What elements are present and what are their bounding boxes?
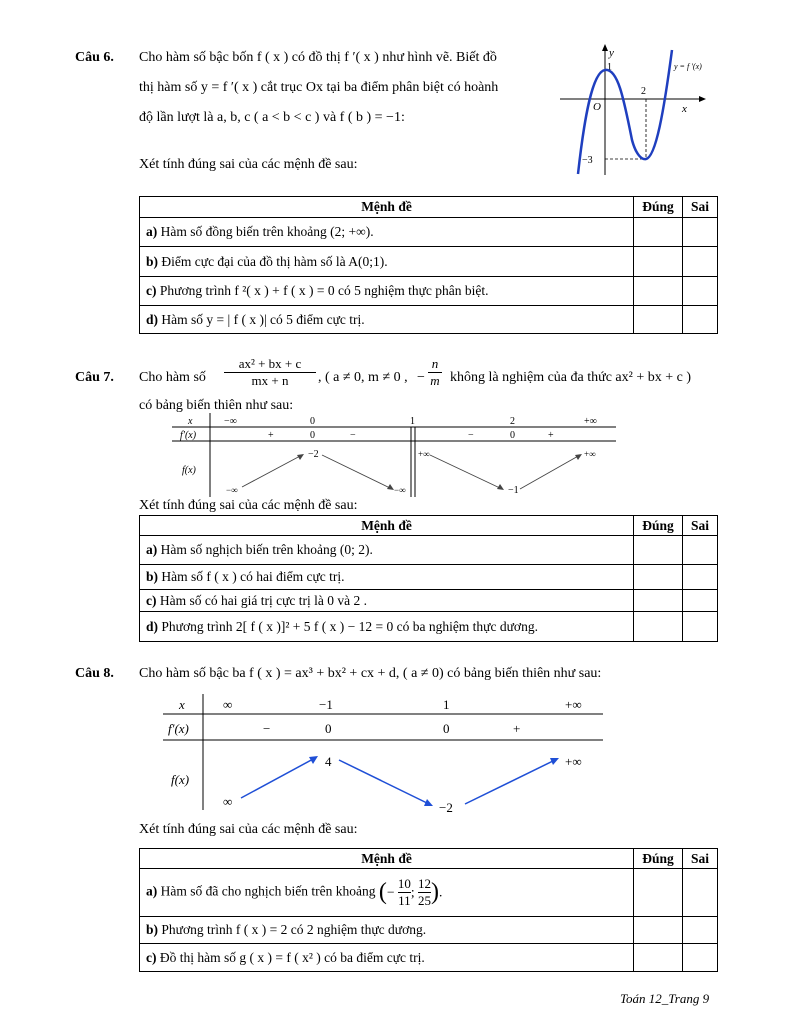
q6-a-true[interactable]	[634, 218, 683, 247]
q7-b-true[interactable]	[634, 565, 683, 590]
svg-text:−1: −1	[319, 697, 333, 712]
q6-d-false[interactable]	[683, 306, 718, 334]
q7-fraction	[224, 356, 316, 389]
q7-n-over-m: n m	[428, 356, 442, 389]
q7-row-b: b) Hàm số f ( x ) có hai điểm cực trị.	[140, 565, 634, 590]
q8-arrow-up-2	[465, 760, 555, 804]
q7-line1-end: không là nghiệm của đa thức ax² + bx + c )	[450, 370, 692, 385]
q8-row-b: b) Phương trình f ( x ) = 2 có 2 nghiệm thực dương.	[140, 917, 634, 944]
q8-a-true[interactable]	[634, 869, 683, 917]
q7-label: Câu 7.	[75, 370, 114, 385]
q7-arrow-down-2	[430, 455, 502, 489]
svg-text:f(x): f(x)	[171, 772, 190, 787]
q6-h-statement: Mệnh đề	[140, 197, 634, 218]
q7-variation-table	[172, 413, 616, 497]
svg-text:0: 0	[310, 416, 315, 427]
svg-text:−∞: −∞	[224, 416, 237, 427]
q6-prompt: Xét tính đúng sai của các mệnh đề sau:	[139, 157, 358, 172]
q7-neg-sign: −	[417, 370, 425, 385]
q8-variation-table	[163, 694, 603, 816]
q7-a-true[interactable]	[634, 536, 683, 565]
q6-row-a: a) Hàm số đồng biến trên khoảng (2; +∞).	[140, 218, 634, 247]
q7-arrow-down-1	[322, 455, 392, 489]
svg-text:+∞: +∞	[565, 697, 582, 712]
svg-text:∞: ∞	[223, 794, 233, 809]
svg-text:−: −	[468, 430, 474, 441]
q8-h-statement: Mệnh đề	[140, 849, 634, 869]
q7-d-false[interactable]	[683, 612, 718, 642]
q6-c-false[interactable]	[683, 277, 718, 306]
q7-line2: có bảng biến thiên như sau:	[139, 398, 294, 413]
q7-h-false: Sai	[683, 516, 718, 536]
q7-row-c: c) Hàm số có hai giá trị cực trị là 0 và 2 .	[140, 590, 634, 612]
svg-text:0: 0	[310, 430, 315, 441]
q8-h-true: Đúng	[634, 849, 683, 869]
svg-text:f(x): f(x)	[182, 465, 196, 476]
q6-b-false[interactable]	[683, 247, 718, 277]
svg-text:+∞: +∞	[584, 449, 596, 459]
q8-line1: Cho hàm số bậc ba f ( x ) = ax³ + bx² + cx + d, ( a ≠ 0) có bảng biến thiên như sau:	[139, 666, 602, 681]
q7-c-false[interactable]	[683, 590, 718, 612]
q6-h-false: Sai	[683, 197, 718, 218]
q7-c-true[interactable]	[634, 590, 683, 612]
svg-text:−: −	[263, 721, 271, 736]
q6-line3: độ lần lượt là a, b, c ( a < b < c ) và f ( b ) = −1:	[139, 110, 405, 125]
q6-row-d: d) Hàm số y = | f ( x )| có 5 điểm cực trị.	[140, 306, 634, 334]
svg-text:f′(x): f′(x)	[168, 721, 189, 736]
q8-h-false: Sai	[683, 849, 718, 869]
svg-text:−2: −2	[308, 449, 319, 460]
q6-c-true[interactable]	[634, 277, 683, 306]
q6-derivative-graph	[556, 40, 736, 180]
svg-text:+: +	[548, 430, 554, 441]
q7-arrow-up-1	[242, 455, 302, 487]
q6-table	[139, 196, 718, 334]
q8-b-false[interactable]	[683, 917, 718, 944]
q8-row-c: c) Đồ thị hàm số g ( x ) = f ( x² ) có ba điểm cực trị.	[140, 944, 634, 972]
x-axis-arrow	[699, 96, 706, 102]
q8-b-true[interactable]	[634, 917, 683, 944]
q7-h-statement: Mệnh đề	[140, 516, 634, 536]
q8-c-true[interactable]	[634, 944, 683, 972]
svg-text:f′(x): f′(x)	[180, 430, 197, 441]
q8-arrow-down	[339, 760, 429, 804]
q6-row-c: c) Phương trình f ²( x ) + f ( x ) = 0 có 5 nghiệm thực phân biệt.	[140, 277, 634, 306]
q8-a-false[interactable]	[683, 869, 718, 917]
svg-text:2: 2	[510, 416, 515, 427]
q7-row-d: d) Phương trình 2[ f ( x )]² + 5 f ( x ) − 12 = 0 có ba nghiệm thực dương.	[140, 612, 634, 642]
y-axis-label: y	[609, 47, 614, 59]
svg-text:1: 1	[410, 416, 415, 427]
q6-line2: thị hàm số y = f ′( x ) cắt trục Ox tại ba điểm phân biệt có hoành	[139, 80, 499, 95]
q7-b-false[interactable]	[683, 565, 718, 590]
svg-text:x: x	[188, 416, 193, 427]
tick-label-1: 1	[607, 62, 612, 73]
q7-table	[139, 515, 718, 642]
svg-text:1: 1	[443, 697, 450, 712]
svg-text:+∞: +∞	[418, 449, 430, 459]
q6-line1: Cho hàm số bậc bốn f ( x ) có đồ thị f ′( x ) như hình vẽ. Biết đồ	[139, 50, 497, 65]
y-axis-arrow	[602, 44, 608, 51]
q7-row-a: a) Hàm số nghịch biến trên khoảng (0; 2).	[140, 536, 634, 565]
q8-arrow-up-1	[241, 758, 315, 798]
svg-text:+: +	[268, 430, 274, 441]
q7-h-true: Đúng	[634, 516, 683, 536]
q8-label: Câu 8.	[75, 666, 114, 681]
q8-c-false[interactable]	[683, 944, 718, 972]
curve-label: y = f ′(x)	[674, 62, 702, 71]
q8-table	[139, 848, 718, 972]
q6-b-true[interactable]	[634, 247, 683, 277]
svg-text:x: x	[179, 697, 185, 712]
tick-label-minus3: −3	[582, 155, 593, 166]
svg-text:−: −	[350, 430, 356, 441]
svg-text:∞: ∞	[223, 697, 233, 712]
svg-text:4: 4	[325, 754, 332, 769]
q6-h-true: Đúng	[634, 197, 683, 218]
svg-text:−2: −2	[439, 800, 453, 815]
q6-label: Câu 6.	[75, 50, 114, 65]
q8-row-a: a) Hàm số đã cho nghịch biến trên khoảng (− $\frac{10}{11}$ ; $\frac{12}{25}$ ).	[140, 869, 634, 917]
q7-a-false[interactable]	[683, 536, 718, 565]
page-footer: Toán 12_Trang 9	[620, 991, 710, 1006]
q7-intro: Cho hàm số	[139, 370, 206, 385]
svg-text:0: 0	[510, 430, 515, 441]
svg-text:−∞: −∞	[394, 485, 406, 495]
q6-d-true[interactable]	[634, 306, 683, 334]
x-axis-label: x	[682, 103, 687, 115]
tick-label-2: 2	[641, 86, 646, 97]
svg-text:+∞: +∞	[565, 754, 582, 769]
svg-text:−∞: −∞	[226, 485, 238, 495]
origin-label: O	[593, 101, 601, 113]
svg-text:−1: −1	[508, 485, 519, 496]
svg-text:+: +	[513, 721, 521, 736]
q7-condition: , ( a ≠ 0, m ≠ 0 ,	[318, 370, 408, 385]
q6-a-false[interactable]	[683, 218, 718, 247]
svg-text:0: 0	[443, 721, 450, 736]
q7-frac-num: ax² + bx + c	[224, 356, 316, 373]
svg-text:0: 0	[325, 721, 332, 736]
q7-prompt: Xét tính đúng sai của các mệnh đề sau:	[139, 498, 358, 513]
q7-d-true[interactable]	[634, 612, 683, 642]
q7-frac-den: mx + n	[251, 373, 289, 388]
svg-text:+∞: +∞	[584, 416, 597, 427]
q7-arrow-up-2	[520, 455, 580, 489]
q6-row-b: b) Điểm cực đại của đồ thị hàm số là A(0;1).	[140, 247, 634, 277]
q8-prompt: Xét tính đúng sai của các mệnh đề sau:	[139, 822, 358, 837]
